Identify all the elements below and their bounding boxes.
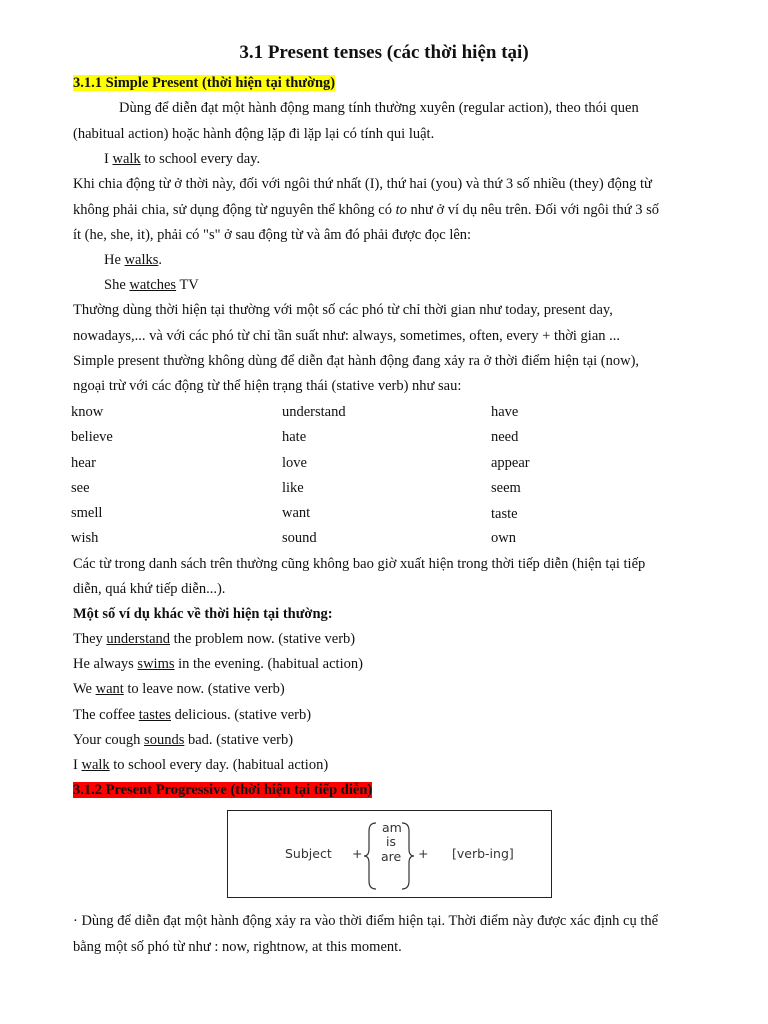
example-text: . — [158, 252, 163, 268]
example-sentence — [104, 252, 162, 269]
paragraph-line: Khi chia động từ ở thời này, đối với ngôi thứ nhất (I), thứ hai (you) và thứ 3 số nhiều (they) động từ — [73, 176, 652, 192]
paragraph-line — [73, 202, 659, 219]
paragraph-line: diễn, quá khứ tiếp diễn...). — [73, 581, 226, 597]
table-cell: wish — [71, 530, 99, 546]
example-text: Your cough — [73, 732, 145, 748]
paragraph-line: ngoại trừ với các động từ thể hiện trạng thái (stative verb) như sau: — [73, 378, 462, 394]
formula-subject: Subject — [285, 846, 332, 861]
intro-line: Dùng để diễn đạt một hành động mang tính thường xuyên (regular action), theo thói quen — [119, 100, 639, 116]
example-verb: swims — [137, 656, 175, 672]
formula-be-form: am — [382, 820, 402, 835]
example-sentence — [73, 757, 328, 774]
table-cell: see — [71, 480, 90, 496]
example-text: They — [73, 631, 107, 647]
example-sentence — [73, 656, 363, 673]
table-cell: own — [491, 530, 516, 546]
table-cell: smell — [71, 505, 103, 521]
example-text: to school every day. (habitual action) — [109, 757, 329, 773]
section-heading-simple-present — [73, 75, 335, 92]
paragraph-text: như ở ví dụ nêu trên. Đối với ngôi thứ 3 số — [406, 202, 660, 218]
table-cell: appear — [491, 455, 530, 471]
example-text: delicious. (stative verb) — [170, 707, 312, 723]
example-verb: want — [95, 681, 124, 697]
paragraph-line: Các từ trong danh sách trên thường cũng không bao giờ xuất hiện trong thời tiếp diễn (hiện tại tiếp — [73, 556, 646, 572]
table-cell: taste — [491, 506, 518, 522]
paragraph-line: · Dùng để diễn đạt một hành động xảy ra vào thời điểm hiện tại. Thời điểm này được xác định cụ thể — [73, 913, 659, 929]
example-text: TV — [176, 277, 199, 293]
table-cell: believe — [71, 429, 113, 445]
table-cell: need — [491, 429, 519, 445]
section-heading-present-progressive — [73, 782, 372, 799]
page-title: 3.1 Present tenses (các thời hiện tại) — [239, 42, 529, 63]
example-text: bad. (stative verb) — [184, 732, 294, 748]
example-sentence — [73, 732, 293, 749]
table-cell: love — [282, 455, 307, 471]
formula-plus: + — [352, 846, 363, 861]
paragraph-line: nowadays,... và với các phó từ chỉ tần suất như: always, sometimes, often, every + thời gian ... — [73, 328, 621, 344]
intro-line: (habitual action) hoặc hành động lặp đi lặp lại có tính qui luật. — [73, 126, 435, 142]
section-heading-text: 3.1.2 Present Progressive (thời hiện tại tiếp diễn) — [73, 782, 373, 798]
example-verb: understand — [106, 631, 171, 647]
example-text: I — [104, 151, 113, 167]
paragraph-line: ít (he, she, it), phải có "s" ở sau động từ và âm đó phải được đọc lên: — [73, 227, 472, 243]
example-sentence — [73, 631, 355, 648]
table-cell: sound — [282, 530, 317, 546]
examples-heading: Một số ví dụ khác về thời hiện tại thường: — [73, 606, 333, 622]
formula-be-form: are — [381, 849, 402, 864]
formula-verb: [verb-ing] — [452, 846, 514, 861]
example-text: to leave now. (stative verb) — [123, 681, 285, 697]
example-sentence — [104, 277, 199, 294]
formula-be-form: is — [386, 834, 396, 849]
example-verb: walk — [112, 151, 141, 167]
formula-plus: + — [418, 846, 429, 861]
table-cell: like — [282, 480, 304, 496]
table-cell: hear — [71, 455, 96, 471]
paragraph-line: bằng một số phó từ như : now, rightnow, at this moment. — [73, 939, 402, 955]
table-cell: know — [71, 404, 104, 420]
table-cell: want — [282, 505, 311, 521]
table-cell: have — [491, 404, 519, 420]
example-verb: watches — [129, 277, 177, 293]
table-cell: hate — [282, 429, 307, 445]
example-text: She — [104, 277, 130, 293]
example-verb: walk — [81, 757, 110, 773]
example-sentence — [104, 151, 260, 168]
table-cell: seem — [491, 480, 521, 496]
example-verb: tastes — [138, 707, 171, 723]
table-cell: understand — [282, 404, 346, 420]
formula-box — [227, 810, 552, 898]
example-text: in the evening. (habitual action) — [174, 656, 363, 672]
example-sentence — [73, 681, 285, 698]
example-text: We — [73, 681, 96, 697]
example-text: the problem now. (stative verb) — [170, 631, 356, 647]
section-heading-text: 3.1.1 Simple Present (thời hiện tại thường) — [73, 75, 336, 91]
italic-word: to — [395, 202, 407, 218]
paragraph-text: không phải chia, sử dụng động từ nguyên thể không có — [73, 202, 396, 218]
example-text: to school every day. — [140, 151, 261, 167]
example-text: He — [104, 252, 125, 268]
paragraph-line: Simple present thường không dùng để diễn đạt hành động đang xảy ra ở thời điểm hiện tại (now), — [73, 353, 640, 369]
example-text: The coffee — [73, 707, 139, 723]
example-text: He always — [73, 656, 138, 672]
example-verb: sounds — [144, 732, 185, 748]
example-verb: walks — [124, 252, 159, 268]
example-text: I — [73, 757, 82, 773]
example-sentence — [73, 707, 311, 724]
paragraph-line: Thường dùng thời hiện tại thường với một số các phó từ chỉ thời gian như today, present day, — [73, 302, 613, 318]
